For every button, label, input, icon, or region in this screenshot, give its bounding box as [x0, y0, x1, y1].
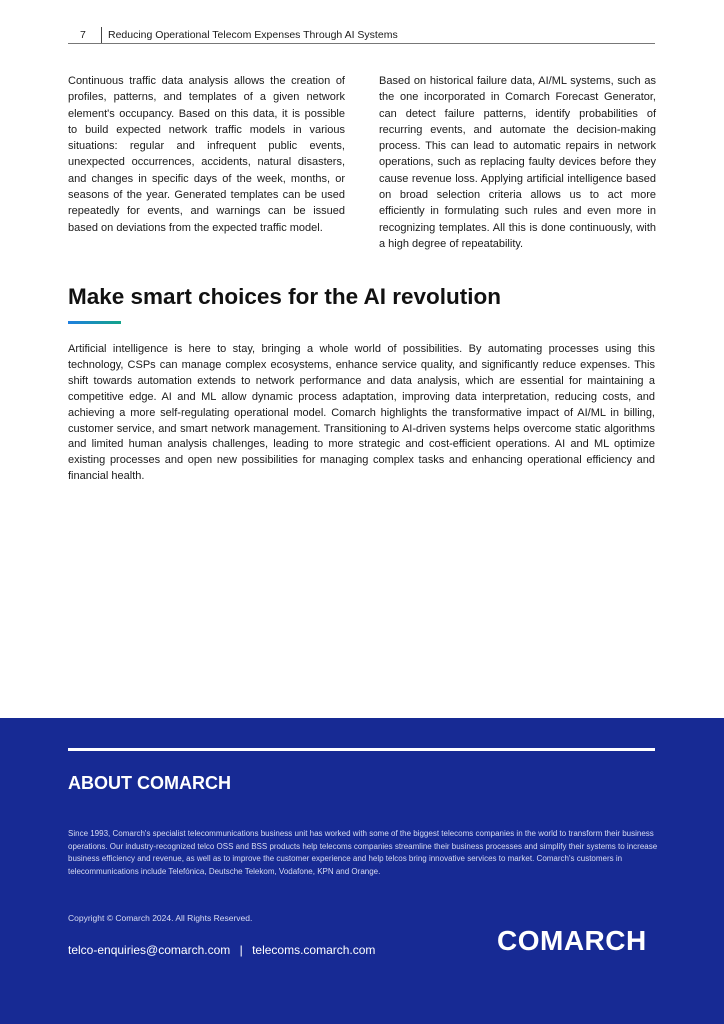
link-separator: |	[239, 943, 243, 957]
page-header	[68, 27, 655, 44]
footer-divider	[68, 748, 655, 751]
about-heading: ABOUT COMARCH	[68, 773, 231, 793]
header-divider	[101, 27, 102, 43]
copyright: Copyright © Comarch 2024. All Rights Reserved.	[68, 913, 253, 923]
right-column-text: Based on historical failure data, AI/ML systems, such as the one incorporated in Comarch Forecast Generator, can detect failure patterns, identify probabilities of recurring events, and automate the decision-making process. This can lead to automatic repairs in network operations, such as replacing faulty devices before they cause revenue loss. Applying artificial intelligence based on broad selection criteria allows us to act more efficiently in formulating such rules and even more in recognizing templates. All this is done continuously, with a high degree of repeatability.	[379, 75, 656, 250]
comarch-logo: COMARCH	[497, 925, 647, 956]
document-title: Reducing Operational Telecom Expenses Through AI Systems	[108, 29, 398, 41]
contact-links	[68, 943, 375, 957]
page-number: 7	[80, 29, 86, 41]
heading-underline	[68, 321, 121, 324]
section-heading: Make smart choices for the AI revolution	[68, 284, 502, 309]
footer	[0, 718, 724, 1024]
left-column-text: Continuous traffic data analysis allows the creation of profiles, patterns, and templates of a given network element's occupancy. Based on this data, it is possible to build expected network traffic models in various situations: regular and infrequent public events, unexpected occurrences, accidents, natural disasters, and changes in specific days of the week, months, or seasons of the year. Generated templates can be used repeatedly for events, and warnings can be issued based on deviations from the expected traffic model.	[68, 75, 345, 234]
section-body: Artificial intelligence is here to stay, bringing a whole world of possibilities. By automating processes using this technology, CSPs can manage complex ecosystems, enhance service quality, and significantly reduce expenses. This shift towards automation extends to network performance and data analysis, which are essential for maintaining a competitive edge. AI and ML allow dynamic process adaptation, improving data interpretation, reducing costs, and achieving a more self-regulating operational model. Comarch highlights the transformative impact of AI/ML in billing, customer service, and smart network management. Transitioning to AI-driven systems helps overcome static algorithms and limited human analysis challenges, leading to more strategic and cost-efficient operations. AI and ML optimize existing processes and open new possibilities for managing complex tasks and enhancing operational efficiency and financial health.	[68, 343, 655, 483]
website-link[interactable]: telecoms.comarch.com	[252, 943, 376, 957]
email-link[interactable]: telco-enquiries@comarch.com	[68, 943, 231, 957]
about-text: Since 1993, Comarch's specialist telecommunications business unit has worked with some of the biggest telecoms companies in the world to transform their business operations. Our industry-recognized telco OSS and BSS products help telecoms companies streamline their business processes and simplify their systems to increase business efficiency and revenue, as well as to improve the customer experience and help telcos bring innovative services to market. Comarch's customers in telecommunications include Telefónica, Deutsche Telekom, Vodafone, KPN and Orange.	[68, 829, 658, 877]
